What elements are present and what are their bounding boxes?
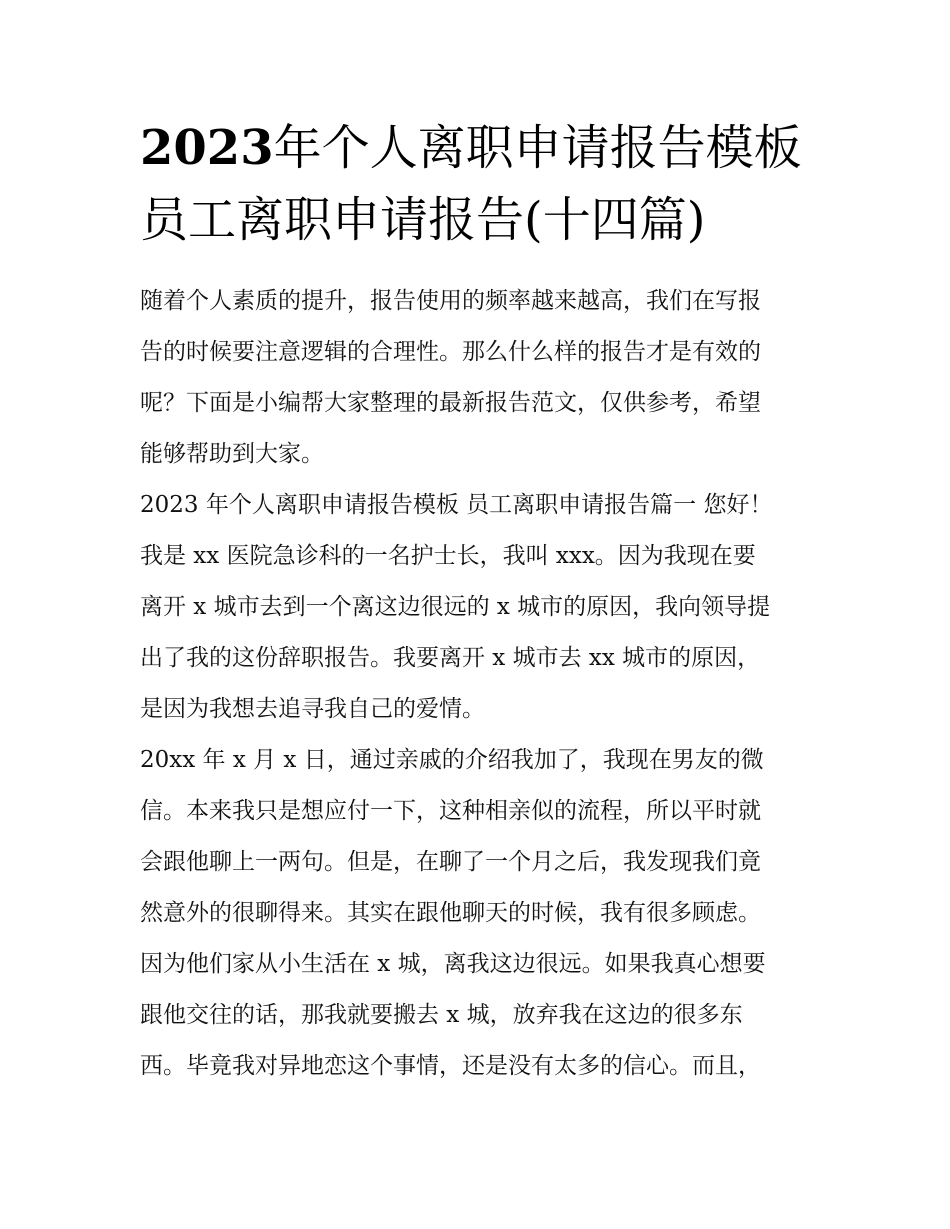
body-line: 出了我的这份辞职报告。我要离开 x 城市去 xx 城市的原因， xyxy=(140,645,761,671)
body-line: 跟他交往的话，那我就要搬去 x 城，放弃我在这边的很多东 xyxy=(140,1002,743,1028)
body-line: 20xx 年 x 月 x 日，通过亲戚的介绍我加了，我现在男友的微 xyxy=(140,747,764,773)
title-line-1 xyxy=(140,112,830,184)
body-line: 离开 x 城市去到一个离这边很远的 x 城市的原因，我向领导提 xyxy=(140,594,771,620)
document-title xyxy=(140,112,830,256)
body-line: 因为他们家从小生活在 x 城，离我这边很远。如果我真心想要 xyxy=(140,951,766,977)
document-body xyxy=(140,276,820,1092)
title-line-1-text: 年个人离职申请报告模板 xyxy=(273,120,802,176)
body-line: 能够帮助到大家。 xyxy=(140,441,324,467)
body-line: 信。本来我只是想应付一下，这种相亲似的流程，所以平时就 xyxy=(140,798,761,824)
body-line: 呢？下面是小编帮大家整理的最新报告范文，仅供参考，希望 xyxy=(140,390,761,416)
title-year: 2023 xyxy=(140,120,274,176)
body-line: 会跟他聊上一两句。但是，在聊了一个月之后，我发现我们竟 xyxy=(140,849,761,875)
body-line: 是因为我想去追寻我自己的爱情。 xyxy=(140,696,485,722)
body-line: 随着个人素质的提升，报告使用的频率越来越高，我们在写报 xyxy=(140,288,761,314)
title-line-2: 员工离职申请报告(十四篇) xyxy=(140,192,706,248)
body-line: 我是 xx 医院急诊科的一名护士长，我叫 xxx。因为我现在要 xyxy=(140,543,756,569)
body-line: 西。毕竟我对异地恋这个事情，还是没有太多的信心。而且， xyxy=(140,1053,761,1079)
body-line: 告的时候要注意逻辑的合理性。那么什么样的报告才是有效的 xyxy=(140,339,761,365)
body-line: 然意外的很聊得来。其实在跟他聊天的时候，我有很多顾虑。 xyxy=(140,900,761,926)
body-line: 2023 年个人离职申请报告模板 员工离职申请报告篇一 您好！ xyxy=(140,492,773,518)
